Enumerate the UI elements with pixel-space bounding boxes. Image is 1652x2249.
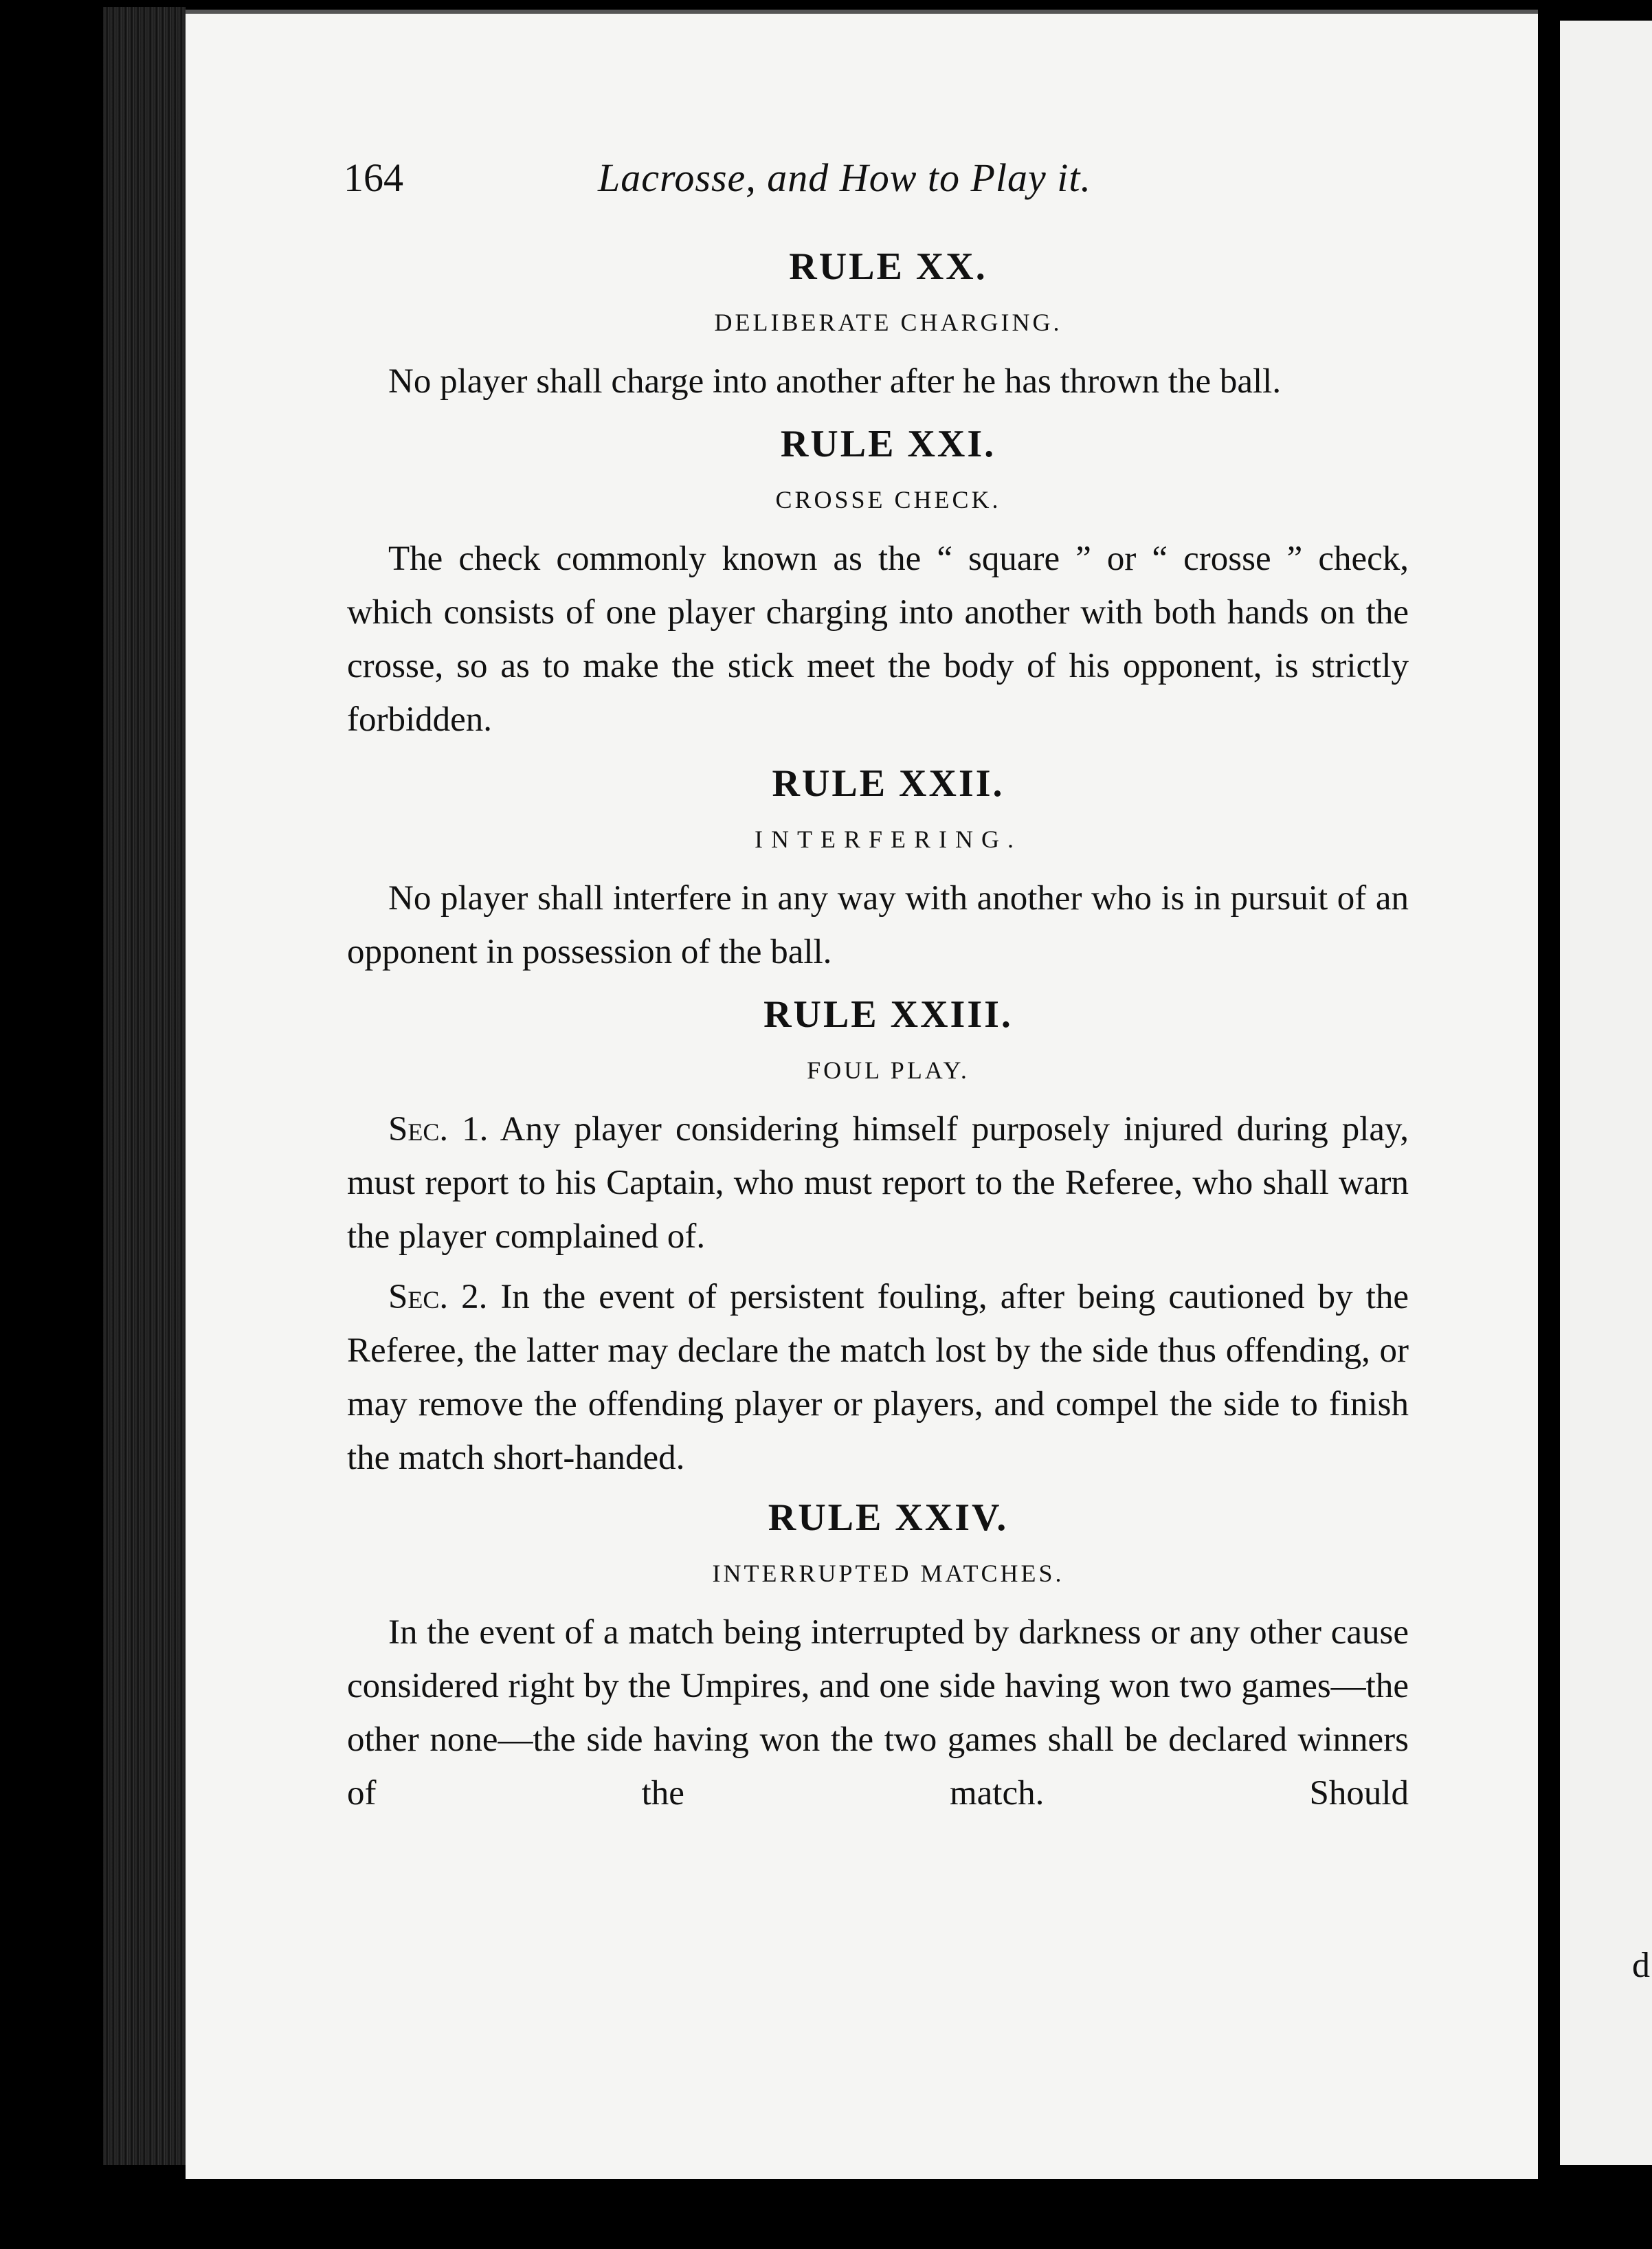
rule-section	[347, 757, 1409, 979]
section-text: In the event of persistent fouling, after being cautioned by the Referee, the latter may declare the match lost by the side thus offending, or may remove the offending player or players, and compel the side to finish the match short-handed.	[347, 1278, 1409, 1477]
rule-paragraph: In the event of a match being interrupted by darkness or any other cause considered right by the Umpires, and one side having won two games—the other none—the side having won the two games shall be declared winners of the match. Should	[347, 1613, 1409, 1813]
section-text: Any player considering himself purposely injured during play, must report to his Captain, who must report to the Referee, who shall warn the player complained of.	[347, 1110, 1409, 1256]
rule-section	[347, 988, 1409, 1485]
rule-subtitle: CROSSE CHECK.	[775, 486, 1001, 513]
rule-section-paragraph	[347, 1103, 1409, 1263]
rule-subtitle: DELIBERATE CHARGING.	[714, 309, 1062, 336]
rule-heading: RULE XXIV.	[768, 1496, 1009, 1539]
rule-subtitle: FOUL PLAY.	[807, 1056, 970, 1084]
page-body	[347, 241, 1409, 1827]
page-header	[344, 155, 1402, 210]
rule-heading: RULE XXIII.	[763, 993, 1013, 1036]
rule-paragraph: No player shall charge into another after he has thrown the ball.	[388, 362, 1282, 401]
rule-section	[347, 1492, 1409, 1820]
book-leaf-edges	[103, 7, 186, 2165]
rule-paragraph: No player shall interfere in any way with another who is in pursuit of an opponent in possession of the ball.	[347, 879, 1409, 971]
rule-heading: RULE XXII.	[772, 762, 1005, 805]
rule-subtitle: INTERRUPTED MATCHES.	[712, 1560, 1064, 1587]
section-label: Sec. 2.	[388, 1278, 488, 1316]
rule-section	[347, 241, 1409, 408]
facing-page-fragment: d	[1632, 1946, 1650, 1985]
facing-page-edge	[1560, 21, 1652, 2165]
rule-heading: RULE XX.	[789, 245, 987, 288]
rule-section-paragraph	[347, 1270, 1409, 1485]
rule-subtitle: INTERFERING.	[755, 826, 1022, 853]
page-number: 164	[344, 155, 403, 200]
section-label: Sec. 1.	[388, 1110, 489, 1149]
running-title: Lacrosse, and How to Play it.	[598, 155, 1092, 200]
rule-paragraph: The check commonly known as the “ square ” or “ crosse ” check, which consists of one player charging into another with both hands on the crosse, so as to make the stick meet the body of his opponent, is strictly forbidden.	[347, 540, 1409, 739]
rule-section	[347, 418, 1409, 746]
rule-heading: RULE XXI.	[780, 423, 996, 465]
